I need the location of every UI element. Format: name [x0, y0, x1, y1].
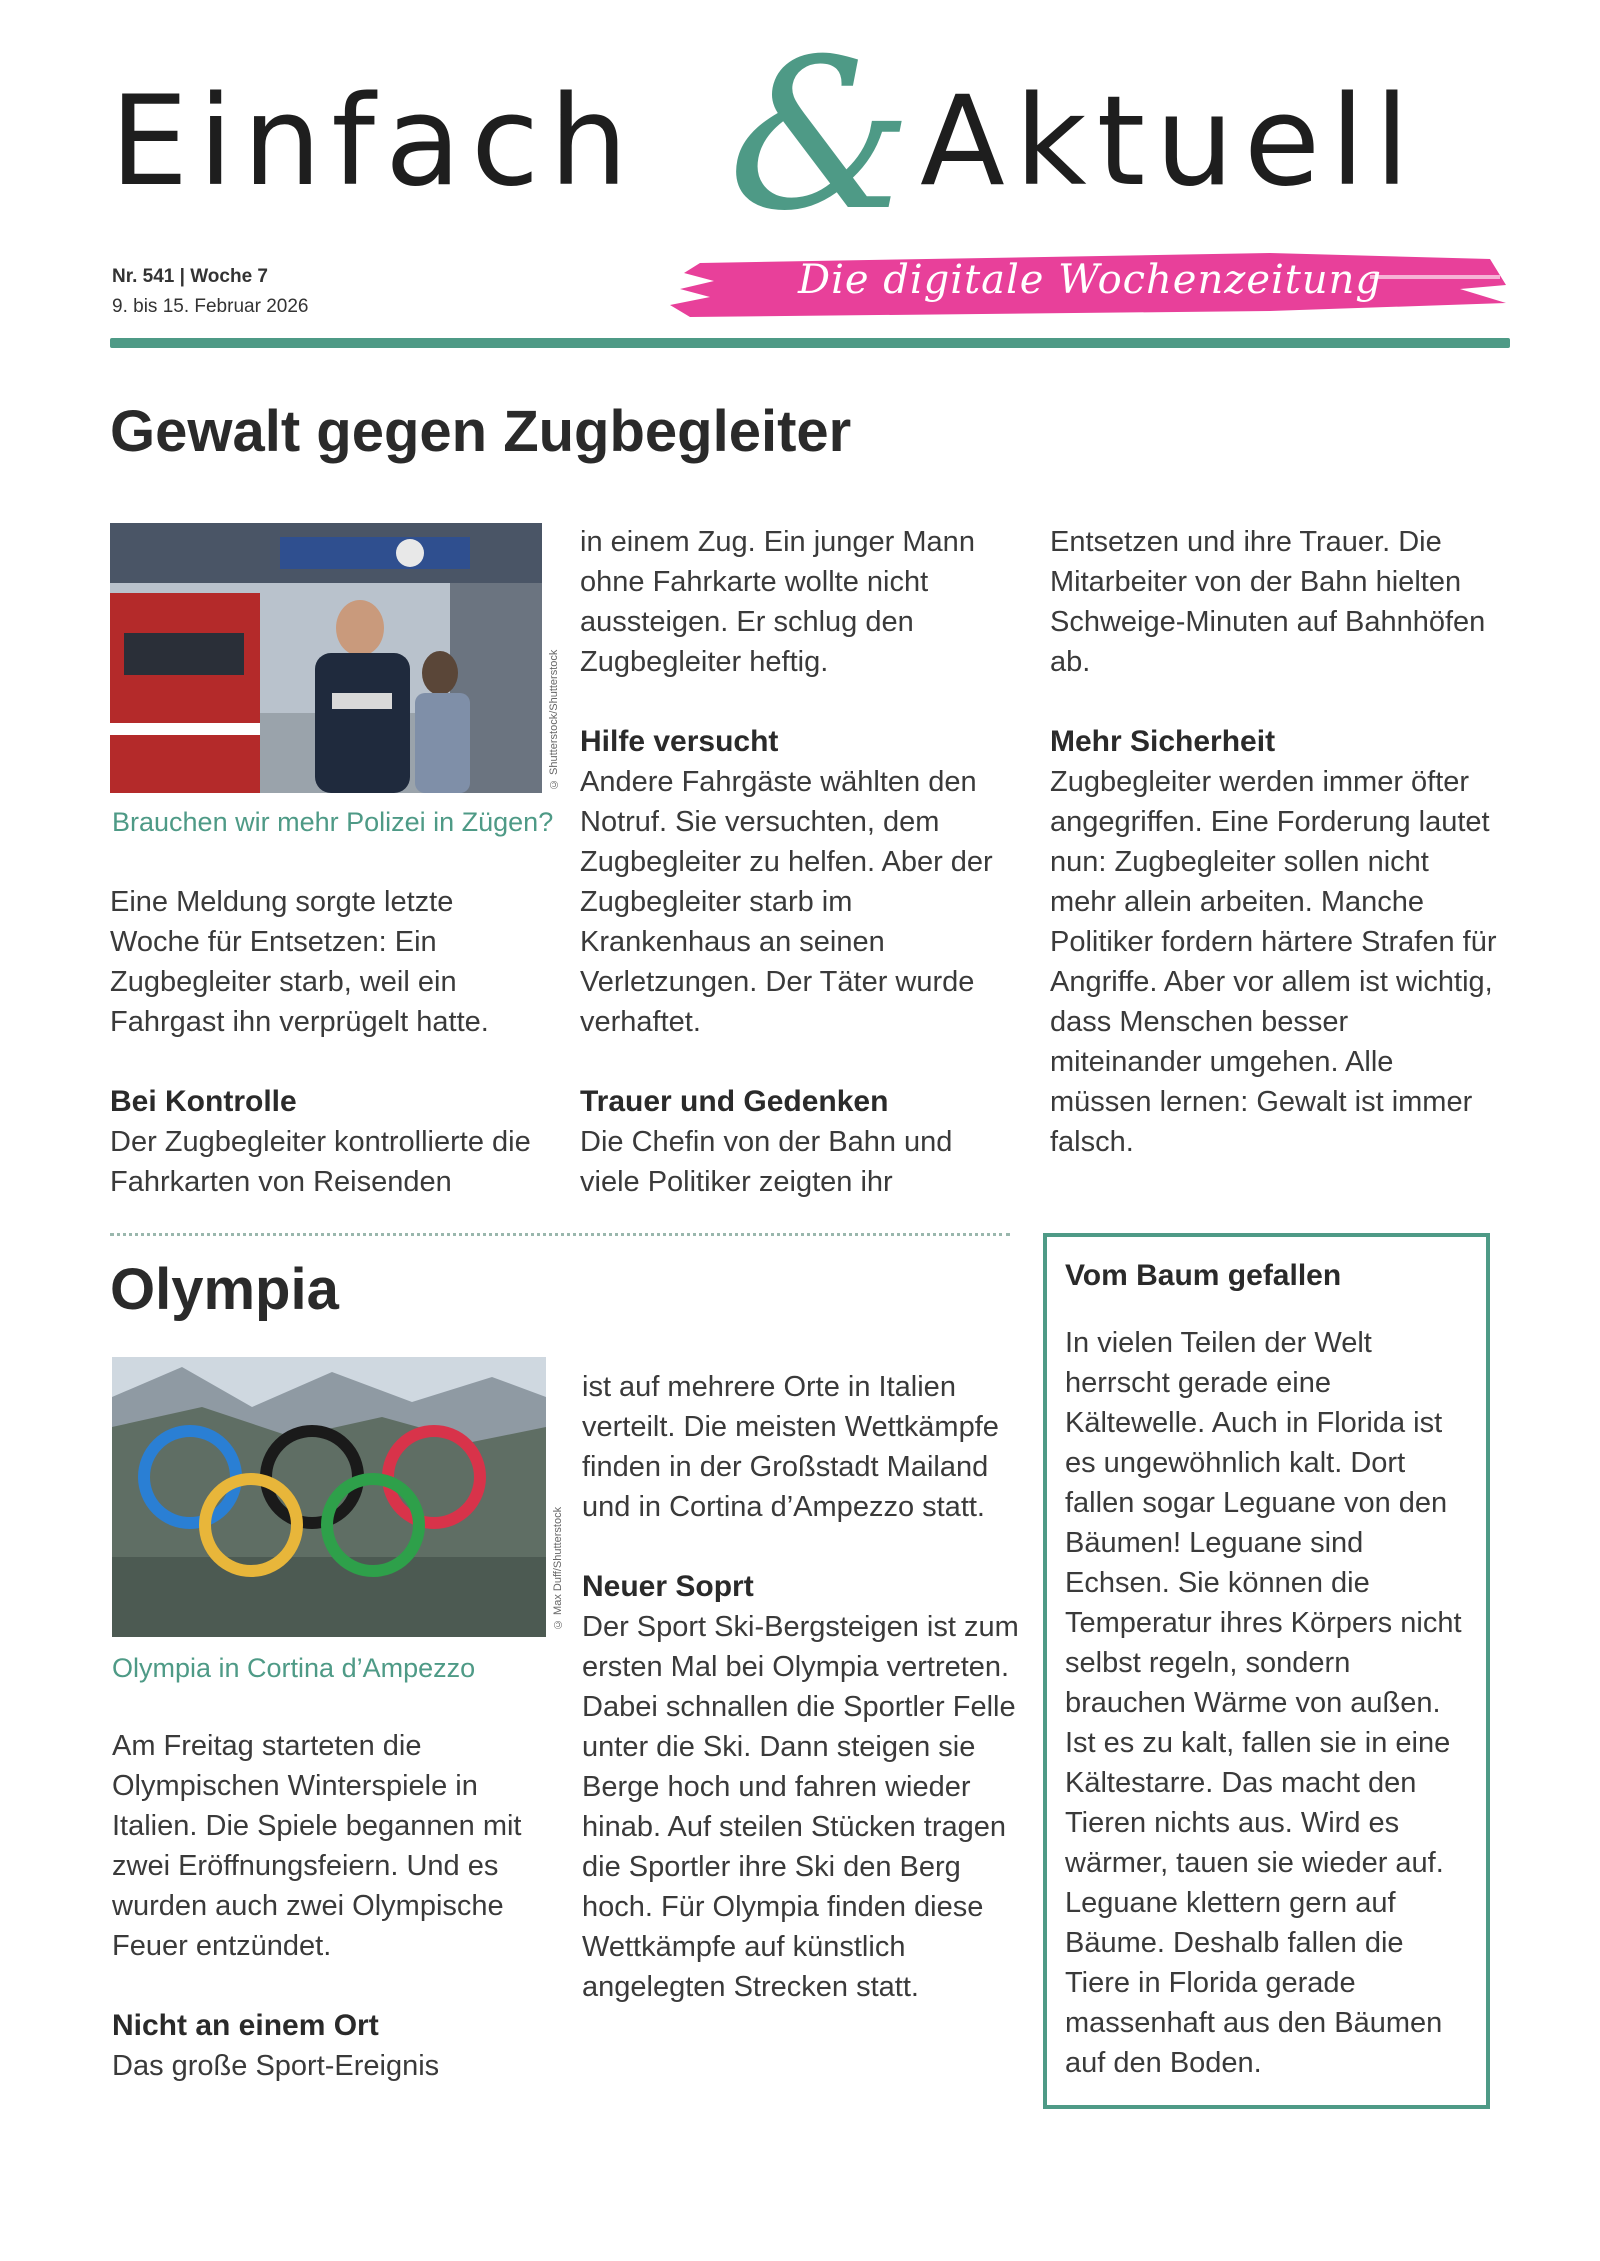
masthead-title-left: Einfach — [110, 70, 638, 214]
article1-subheading-trauer: Trauer und Gedenken — [580, 1085, 889, 1118]
info-box-iguanas — [1043, 1233, 1490, 2109]
article2-intro: Am Freitag starteten die Olympischen Winterspiele in Italien. Die Spiele begannen mit zwei Eröffnungsfeiern. Und es wurden auch zwei Olympische Feuer entzündet. — [112, 1730, 522, 1962]
article2-headline: Olympia — [110, 1257, 339, 1322]
article1-subheading-kontrolle: Bei Kontrolle — [110, 1085, 297, 1118]
article1-headline: Gewalt gegen Zugbegleiter — [110, 399, 852, 464]
issue-info — [112, 262, 308, 322]
article1-caption: Brauchen wir mehr Polizei in Zügen? — [112, 807, 554, 837]
issue-number: Nr. 541 | Woche 7 — [112, 266, 268, 287]
article2-subheading-sport: Neuer Soprt — [582, 1570, 754, 1603]
article2-caption: Olympia in Cortina d’Ampezzo — [112, 1653, 476, 1683]
article2-paragraph: ist auf mehrere Orte in Italien verteilt. Die meisten Wettkämpfe finden in der Großstadt Mailand und in Cortina d’Ampezzo statt. — [582, 1371, 999, 1523]
article2-subheading-ort: Nicht an einem Ort — [112, 2009, 379, 2042]
article1-photo-train-police — [110, 523, 542, 793]
article1-paragraph: Andere Fahrgäste wählten den Notruf. Sie versuchten, dem Zugbegleiter zu helfen. Aber der Zugbegleiter starb im Krankenhaus an seinen Verletzungen. Der Täter wurde verhaftet. — [580, 766, 993, 1038]
masthead-ampersand-logo: & — [728, 15, 914, 257]
issue-dates: 9. bis 15. Februar 2026 — [112, 296, 309, 317]
article2-photo-credit: © Max Duff/Shutterstock — [552, 1506, 564, 1630]
article2-paragraph: Der Sport Ski-Bergsteigen ist zum ersten Mal bei Olympia vertreten. Dabei schnallen die Sportler Felle unter die Ski. Dann steigen sie Berge hoch und fahren wieder hinab. Auf steilen Stücken tragen die Sportler ihre Ski den Berg hoch. Für Olympia finden diese Wettkämpfe auf künstlich angelegten Strecken statt. — [582, 1611, 1019, 2003]
info-box-text: In vielen Teilen der Welt herrscht gerade eine Kältewelle. Auch in Florida ist es ungewöhnlich kalt. Dort fallen sogar Leguane von den Bäumen! Leguane sind Echsen. Sie können die Temperatur ihres Körpers nicht selbst regeln, sondern brauchen Wärme von außen. Ist es zu kalt, fallen sie in eine Kältestarre. Das macht den Tieren nichts aus. Wird es wärmer, tauen sie wieder auf. Leguane klettern gern auf Bäume. Deshalb fallen die Tiere in Florida gerade massenhaft aus den Bäumen auf den Boden. — [1065, 1327, 1462, 2079]
info-box-heading: Vom Baum gefallen — [1065, 1259, 1342, 1292]
article2-paragraph: Das große Sport-Ereignis — [112, 2050, 440, 2082]
article2-column-1 — [112, 1726, 542, 2086]
article1-paragraph: Der Zugbegleiter kontrollierte die Fahrkarten von Reisenden — [110, 1126, 531, 1198]
article2-column-2 — [582, 1367, 1022, 2007]
article1-column-3 — [1050, 522, 1500, 1162]
article1-column-1 — [110, 882, 540, 1202]
article2-photo-olympic-rings — [112, 1357, 546, 1637]
tagline-banner — [670, 245, 1510, 325]
masthead-title-right: Aktuell — [920, 70, 1420, 214]
article1-paragraph: in einem Zug. Ein junger Mann ohne Fahrkarte wollte nicht aussteigen. Er schlug den Zugbegleiter heftig. — [580, 526, 975, 678]
article1-subheading-hilfe: Hilfe versucht — [580, 725, 779, 758]
article1-subheading-sicherheit: Mehr Sicherheit — [1050, 725, 1276, 758]
article1-intro: Eine Meldung sorgte letzte Woche für Entsetzen: Ein Zugbegleiter starb, weil ein Fahrgast ihn verprügelt hatte. — [110, 886, 489, 1038]
tagline: Die digitale Wochenzeitung — [798, 257, 1382, 303]
article1-paragraph: Entsetzen und ihre Trauer. Die Mitarbeiter von der Bahn hielten Schweige-Minuten auf Bahnhöfen ab. — [1050, 526, 1486, 678]
article1-paragraph: Die Chefin von der Bahn und viele Politiker zeigten ihr — [580, 1126, 953, 1198]
article1-column-2 — [580, 522, 1020, 1202]
section-divider — [110, 1233, 1010, 1236]
masthead — [110, 15, 1510, 317]
article1-photo-credit: © Shutterstock/Shutterstock — [548, 649, 560, 790]
article1-paragraph: Zugbegleiter werden immer öfter angegriffen. Eine Forderung lautet nun: Zugbegleiter sollen nicht mehr allein arbeiten. Manche Politiker fordern härtere Strafen für Angriffe. Aber vor allem ist wichtig, dass Menschen besser miteinander umgehen. Alle müssen lernen: Gewalt ist immer falsch. — [1050, 766, 1497, 1158]
masthead-rule — [110, 338, 1510, 348]
